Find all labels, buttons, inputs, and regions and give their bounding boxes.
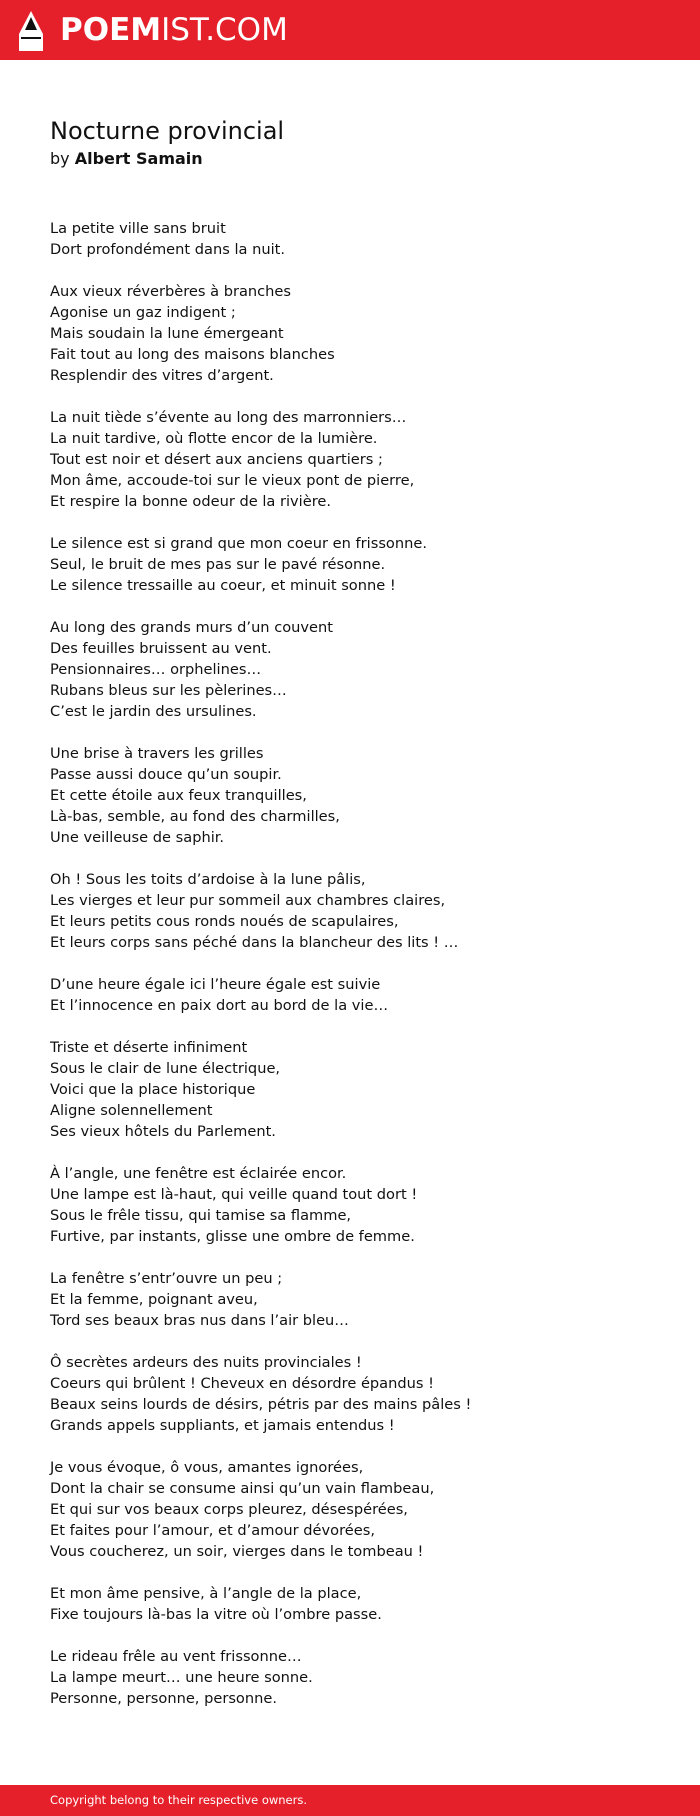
poem-line: Et l’innocence en paix dort au bord de la vie… [50, 997, 389, 1014]
poem-line: Tout est noir et désert aux anciens quartiers ; [50, 451, 383, 468]
poem-line: Seul, le bruit de mes pas sur le pavé résonne. [50, 556, 386, 573]
poem-line: Et mon âme pensive, à l’angle de la place, [50, 1585, 362, 1602]
poem-line: Vous coucherez, un soir, vierges dans le tombeau ! [50, 1543, 424, 1560]
poem-line: Aligne solennellement [50, 1102, 213, 1119]
poem-line: Agonise un gaz indigent ; [50, 304, 236, 321]
poem-line: Et leurs corps sans péché dans la blancheur des lits ! … [50, 934, 459, 951]
poem-line: La fenêtre s’entr’ouvre un peu ; [50, 1270, 283, 1287]
poem-line: Coeurs qui brûlent ! Cheveux en désordre épandus ! [50, 1375, 434, 1392]
poem-line: Fixe toujours là-bas la vitre où l’ombre passe. [50, 1606, 382, 1623]
poem-line: Oh ! Sous les toits d’ardoise à la lune pâlis, [50, 871, 366, 888]
poem-line: Une brise à travers les grilles [50, 745, 264, 762]
poem-line: Dort profondément dans la nuit. [50, 241, 286, 258]
poem-stanza [50, 1457, 650, 1562]
poem-line: D’une heure égale ici l’heure égale est suivie [50, 976, 381, 993]
poem-stanza [50, 1352, 650, 1436]
poem-stanza [50, 281, 650, 386]
poem-line: La petite ville sans bruit [50, 220, 226, 237]
poem-line: Furtive, par instants, glisse une ombre de femme. [50, 1228, 415, 1245]
poem-line: Des feuilles bruissent au vent. [50, 640, 272, 657]
poem-line: À l’angle, une fenêtre est éclairée encor. [50, 1165, 347, 1182]
poem-stanza [50, 743, 650, 848]
poem-line: Ses vieux hôtels du Parlement. [50, 1123, 276, 1140]
poem-line: Ô secrètes ardeurs des nuits provinciales ! [50, 1354, 362, 1371]
poem-stanza [50, 1646, 650, 1709]
poem-line: Aux vieux réverbères à branches [50, 283, 292, 300]
poem-line: Et faites pour l’amour, et d’amour dévorées, [50, 1522, 375, 1539]
copyright-text: Copyright belong to their respective owners. [50, 1793, 308, 1807]
poem-line: Tord ses beaux bras nus dans l’air bleu… [50, 1312, 349, 1329]
poem-line: Au long des grands murs d’un couvent [50, 619, 333, 636]
pencil-icon[interactable] [18, 10, 44, 52]
poem-stanza [50, 869, 650, 953]
author-name[interactable]: Albert Samain [74, 149, 203, 168]
poem-line: Une lampe est là-haut, qui veille quand tout dort ! [50, 1186, 418, 1203]
poem-stanza [50, 1163, 650, 1247]
poem-line: Rubans bleus sur les pèlerines… [50, 682, 287, 699]
poem-body [50, 218, 650, 1730]
poem-line: La nuit tiède s’évente au long des marronniers… [50, 409, 407, 426]
poem-line: Mon âme, accoude-toi sur le vieux pont de pierre, [50, 472, 415, 489]
by-label: by [50, 149, 70, 168]
logo-light-text: IST.COM [161, 12, 288, 48]
poem-line: Personne, personne, personne. [50, 1690, 277, 1707]
poem-line: La nuit tardive, où flotte encor de la lumière. [50, 430, 378, 447]
site-footer [0, 1785, 700, 1816]
poem-line: C’est le jardin des ursulines. [50, 703, 257, 720]
poem-line: La lampe meurt… une heure sonne. [50, 1669, 313, 1686]
poem-stanza [50, 1268, 650, 1331]
poem-line: Triste et déserte infiniment [50, 1039, 248, 1056]
logo-bold-text: POEM [60, 12, 162, 48]
poem-line: Mais soudain la lune émergeant [50, 325, 284, 342]
poem-line: Fait tout au long des maisons blanches [50, 346, 335, 363]
poem-line: Et leurs petits cous ronds noués de scapulaires, [50, 913, 399, 930]
site-logo[interactable] [60, 12, 288, 48]
poem-line: Le silence tressaille au coeur, et minuit sonne ! [50, 577, 396, 594]
poem-stanza [50, 617, 650, 722]
poem-line: Les vierges et leur pur sommeil aux chambres claires, [50, 892, 446, 909]
poem-line: Dont la chair se consume ainsi qu’un vain flambeau, [50, 1480, 435, 1497]
poem-line: Sous le frêle tissu, qui tamise sa flamme, [50, 1207, 352, 1224]
poem-line: Une veilleuse de saphir. [50, 829, 225, 846]
poem-line: Resplendir des vitres d’argent. [50, 367, 274, 384]
poem-stanza [50, 407, 650, 512]
poem-line: Passe aussi douce qu’un soupir. [50, 766, 282, 783]
poem-line: Grands appels suppliants, et jamais entendus ! [50, 1417, 395, 1434]
poem-line: Beaux seins lourds de désirs, pétris par des mains pâles ! [50, 1396, 472, 1413]
poem-line: Le rideau frêle au vent frissonne… [50, 1648, 302, 1665]
poem-line: Voici que la place historique [50, 1081, 256, 1098]
poem-line: Sous le clair de lune électrique, [50, 1060, 281, 1077]
poem-line: Et qui sur vos beaux corps pleurez, désespérées, [50, 1501, 408, 1518]
site-header [0, 0, 700, 60]
poem-stanza [50, 218, 650, 260]
poem-stanza [50, 1037, 650, 1142]
poem-line: Et respire la bonne odeur de la rivière. [50, 493, 332, 510]
poem-stanza [50, 974, 650, 1016]
poem-line: Et cette étoile aux feux tranquilles, [50, 787, 307, 804]
poem-line: Je vous évoque, ô vous, amantes ignorées, [50, 1459, 364, 1476]
poem-byline [50, 148, 203, 170]
poem-line: Le silence est si grand que mon coeur en frissonne. [50, 535, 427, 552]
poem-line: Là-bas, semble, au fond des charmilles, [50, 808, 340, 825]
poem-stanza [50, 1583, 650, 1625]
poem-line: Et la femme, poignant aveu, [50, 1291, 258, 1308]
poem-stanza [50, 533, 650, 596]
poem-line: Pensionnaires… orphelines… [50, 661, 262, 678]
poem-title: Nocturne provincial [50, 117, 285, 145]
